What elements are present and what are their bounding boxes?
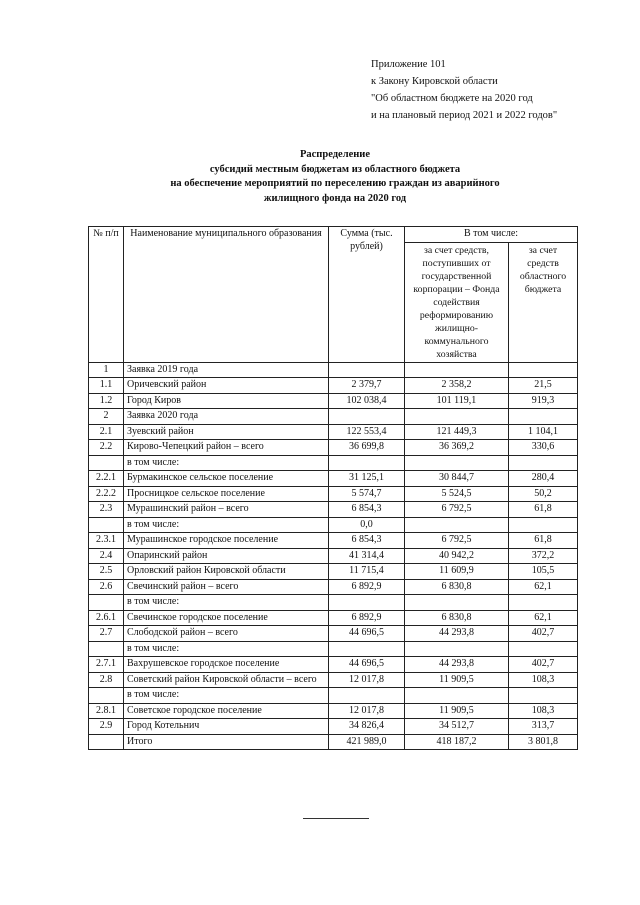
row-number-cell xyxy=(89,688,124,704)
municipality-name-cell: Итого xyxy=(124,734,329,750)
total-sum-cell: 421 989,0 xyxy=(329,734,405,750)
total-sum-cell: 6 892,9 xyxy=(329,579,405,595)
total-sum-cell: 31 125,1 xyxy=(329,471,405,487)
table-header-row xyxy=(89,227,578,243)
table-row xyxy=(89,548,578,564)
table-row xyxy=(89,486,578,502)
table-row xyxy=(89,393,578,409)
total-sum-cell xyxy=(329,688,405,704)
municipality-name-cell: Бурмакинское сельское поселение xyxy=(124,471,329,487)
total-sum-cell xyxy=(329,455,405,471)
row-number-cell: 1.1 xyxy=(89,378,124,394)
regional-funds-cell xyxy=(509,362,578,378)
header-num: № п/п xyxy=(89,227,124,363)
regional-funds-cell: 402,7 xyxy=(509,626,578,642)
table-row xyxy=(89,610,578,626)
regional-funds-cell: 402,7 xyxy=(509,657,578,673)
regional-funds-cell: 280,4 xyxy=(509,471,578,487)
row-number-cell: 2 xyxy=(89,409,124,425)
municipality-name-cell: Заявка 2020 года xyxy=(124,409,329,425)
total-sum-cell: 34 826,4 xyxy=(329,719,405,735)
total-sum-cell xyxy=(329,362,405,378)
municipality-name-cell: в том числе: xyxy=(124,517,329,533)
total-sum-cell: 5 574,7 xyxy=(329,486,405,502)
regional-funds-cell: 108,3 xyxy=(509,672,578,688)
regional-funds-cell: 21,5 xyxy=(509,378,578,394)
corporation-funds-cell: 30 844,7 xyxy=(405,471,509,487)
row-number-cell: 2.3.1 xyxy=(89,533,124,549)
table-row xyxy=(89,641,578,657)
corporation-funds-cell: 6 792,5 xyxy=(405,533,509,549)
corporation-funds-cell: 6 830,8 xyxy=(405,610,509,626)
corporation-funds-cell: 44 293,8 xyxy=(405,626,509,642)
table-row xyxy=(89,440,578,456)
total-sum-cell: 36 699,8 xyxy=(329,440,405,456)
table-row xyxy=(89,657,578,673)
municipality-name-cell: Заявка 2019 года xyxy=(124,362,329,378)
table-row xyxy=(89,719,578,735)
corporation-funds-cell xyxy=(405,595,509,611)
row-number-cell: 2.6 xyxy=(89,579,124,595)
regional-funds-cell xyxy=(509,455,578,471)
corporation-funds-cell xyxy=(405,409,509,425)
row-number-cell: 1.2 xyxy=(89,393,124,409)
regional-funds-cell: 313,7 xyxy=(509,719,578,735)
row-number-cell: 2.2 xyxy=(89,440,124,456)
municipality-name-cell: в том числе: xyxy=(124,595,329,611)
municipality-name-cell: Советский район Кировской области – всего xyxy=(124,672,329,688)
corporation-funds-cell: 101 119,1 xyxy=(405,393,509,409)
total-sum-cell: 44 696,5 xyxy=(329,626,405,642)
municipality-name-cell: Оричевский район xyxy=(124,378,329,394)
municipality-name-cell: Мурашинское городское поселение xyxy=(124,533,329,549)
row-number-cell xyxy=(89,734,124,750)
total-sum-cell: 0,0 xyxy=(329,517,405,533)
appendix-line: "Об областном бюджете на 2020 год xyxy=(371,93,533,104)
appendix-line: и на плановый период 2021 и 2022 годов" xyxy=(371,110,558,121)
total-sum-cell: 2 379,7 xyxy=(329,378,405,394)
total-sum-cell: 44 696,5 xyxy=(329,657,405,673)
total-sum-cell: 6 854,3 xyxy=(329,502,405,518)
total-sum-cell xyxy=(329,641,405,657)
corporation-funds-cell: 11 609,9 xyxy=(405,564,509,580)
table-row xyxy=(89,424,578,440)
total-sum-cell: 12 017,8 xyxy=(329,703,405,719)
regional-funds-cell: 61,8 xyxy=(509,502,578,518)
corporation-funds-cell: 6 830,8 xyxy=(405,579,509,595)
regional-funds-cell: 1 104,1 xyxy=(509,424,578,440)
table-row xyxy=(89,502,578,518)
corporation-funds-cell: 36 369,2 xyxy=(405,440,509,456)
row-number-cell: 2.3 xyxy=(89,502,124,518)
regional-funds-cell: 919,3 xyxy=(509,393,578,409)
row-number-cell: 2.2.2 xyxy=(89,486,124,502)
table-row xyxy=(89,595,578,611)
header-corporation-funds: за счет средств, поступивших от государственной корпорации – Фонда содействия реформированию жилищно-коммунального хозяйства xyxy=(405,242,509,362)
title-line: Распределение xyxy=(299,149,371,160)
total-sum-cell xyxy=(329,595,405,611)
municipality-name-cell: Кирово-Чепецкий район – всего xyxy=(124,440,329,456)
row-number-cell: 2.8.1 xyxy=(89,703,124,719)
regional-funds-cell xyxy=(509,409,578,425)
row-number-cell: 2.7.1 xyxy=(89,657,124,673)
regional-funds-cell: 3 801,8 xyxy=(509,734,578,750)
total-sum-cell: 11 715,4 xyxy=(329,564,405,580)
table-row xyxy=(89,378,578,394)
regional-funds-cell: 50,2 xyxy=(509,486,578,502)
corporation-funds-cell xyxy=(405,641,509,657)
table-row xyxy=(89,409,578,425)
table-row xyxy=(89,688,578,704)
regional-funds-cell xyxy=(509,641,578,657)
row-number-cell: 2.5 xyxy=(89,564,124,580)
row-number-cell xyxy=(89,595,124,611)
corporation-funds-cell: 121 449,3 xyxy=(405,424,509,440)
appendix-block xyxy=(371,56,557,124)
municipality-name-cell: Город Киров xyxy=(124,393,329,409)
title-line: субсидий местным бюджетам из областного бюджета xyxy=(209,163,461,175)
municipality-name-cell: Вахрушевское городское поселение xyxy=(124,657,329,673)
corporation-funds-cell xyxy=(405,688,509,704)
document-title xyxy=(100,148,570,206)
corporation-funds-cell: 6 792,5 xyxy=(405,502,509,518)
municipality-name-cell: Зуевский район xyxy=(124,424,329,440)
header-regional-funds: за счет средств областного бюджета xyxy=(509,242,578,362)
header-name: Наименование муниципального образования xyxy=(124,227,329,363)
table-row xyxy=(89,362,578,378)
row-number-cell: 2.4 xyxy=(89,548,124,564)
row-number-cell: 2.9 xyxy=(89,719,124,735)
corporation-funds-cell: 2 358,2 xyxy=(405,378,509,394)
regional-funds-cell: 62,1 xyxy=(509,579,578,595)
corporation-funds-cell: 11 909,5 xyxy=(405,672,509,688)
corporation-funds-cell xyxy=(405,517,509,533)
municipality-name-cell: в том числе: xyxy=(124,688,329,704)
header-sum: Сумма (тыс. рублей) xyxy=(329,227,405,363)
regional-funds-cell: 108,3 xyxy=(509,703,578,719)
table-row xyxy=(89,564,578,580)
title-line: на обеспечение мероприятий по переселению граждан из аварийного xyxy=(170,178,500,189)
row-number-cell: 2.7 xyxy=(89,626,124,642)
corporation-funds-cell xyxy=(405,455,509,471)
table-row xyxy=(89,703,578,719)
regional-funds-cell: 105,5 xyxy=(509,564,578,580)
regional-funds-cell: 62,1 xyxy=(509,610,578,626)
table-row xyxy=(89,471,578,487)
header-including: В том числе: xyxy=(405,227,578,243)
corporation-funds-cell: 34 512,7 xyxy=(405,719,509,735)
regional-funds-cell xyxy=(509,688,578,704)
title-line: жилищного фонда на 2020 год xyxy=(263,192,407,204)
regional-funds-cell: 330,6 xyxy=(509,440,578,456)
row-number-cell: 2.8 xyxy=(89,672,124,688)
table-row xyxy=(89,626,578,642)
table-row xyxy=(89,579,578,595)
total-sum-cell xyxy=(329,409,405,425)
table-row xyxy=(89,533,578,549)
row-number-cell xyxy=(89,641,124,657)
regional-funds-cell xyxy=(509,517,578,533)
corporation-funds-cell: 5 524,5 xyxy=(405,486,509,502)
municipality-name-cell: Свечинский район – всего xyxy=(124,579,329,595)
municipality-name-cell: в том числе: xyxy=(124,641,329,657)
total-sum-cell: 102 038,4 xyxy=(329,393,405,409)
municipality-name-cell: в том числе: xyxy=(124,455,329,471)
total-sum-cell: 41 314,4 xyxy=(329,548,405,564)
table-row xyxy=(89,672,578,688)
municipality-name-cell: Просницкое сельское поселение xyxy=(124,486,329,502)
corporation-funds-cell: 44 293,8 xyxy=(405,657,509,673)
table-row xyxy=(89,734,578,750)
appendix-line: к Закону Кировской области xyxy=(371,76,498,87)
table-body xyxy=(89,362,578,750)
appendix-line: Приложение 101 xyxy=(371,59,446,70)
corporation-funds-cell: 418 187,2 xyxy=(405,734,509,750)
row-number-cell: 2.6.1 xyxy=(89,610,124,626)
table-row xyxy=(89,517,578,533)
municipality-name-cell: Свечинское городское поселение xyxy=(124,610,329,626)
bottom-rule xyxy=(303,818,369,819)
table-row xyxy=(89,455,578,471)
total-sum-cell: 122 553,4 xyxy=(329,424,405,440)
corporation-funds-cell: 40 942,2 xyxy=(405,548,509,564)
regional-funds-cell: 61,8 xyxy=(509,533,578,549)
corporation-funds-cell xyxy=(405,362,509,378)
total-sum-cell: 6 854,3 xyxy=(329,533,405,549)
municipality-name-cell: Слободской район – всего xyxy=(124,626,329,642)
subsidy-table xyxy=(88,226,578,750)
row-number-cell: 2.2.1 xyxy=(89,471,124,487)
row-number-cell: 2.1 xyxy=(89,424,124,440)
municipality-name-cell: Мурашинский район – всего xyxy=(124,502,329,518)
corporation-funds-cell: 11 909,5 xyxy=(405,703,509,719)
municipality-name-cell: Советское городское поселение xyxy=(124,703,329,719)
regional-funds-cell xyxy=(509,595,578,611)
row-number-cell: 1 xyxy=(89,362,124,378)
total-sum-cell: 12 017,8 xyxy=(329,672,405,688)
municipality-name-cell: Орловский район Кировской области xyxy=(124,564,329,580)
total-sum-cell: 6 892,9 xyxy=(329,610,405,626)
row-number-cell xyxy=(89,517,124,533)
row-number-cell xyxy=(89,455,124,471)
municipality-name-cell: Город Котельнич xyxy=(124,719,329,735)
municipality-name-cell: Опаринский район xyxy=(124,548,329,564)
regional-funds-cell: 372,2 xyxy=(509,548,578,564)
